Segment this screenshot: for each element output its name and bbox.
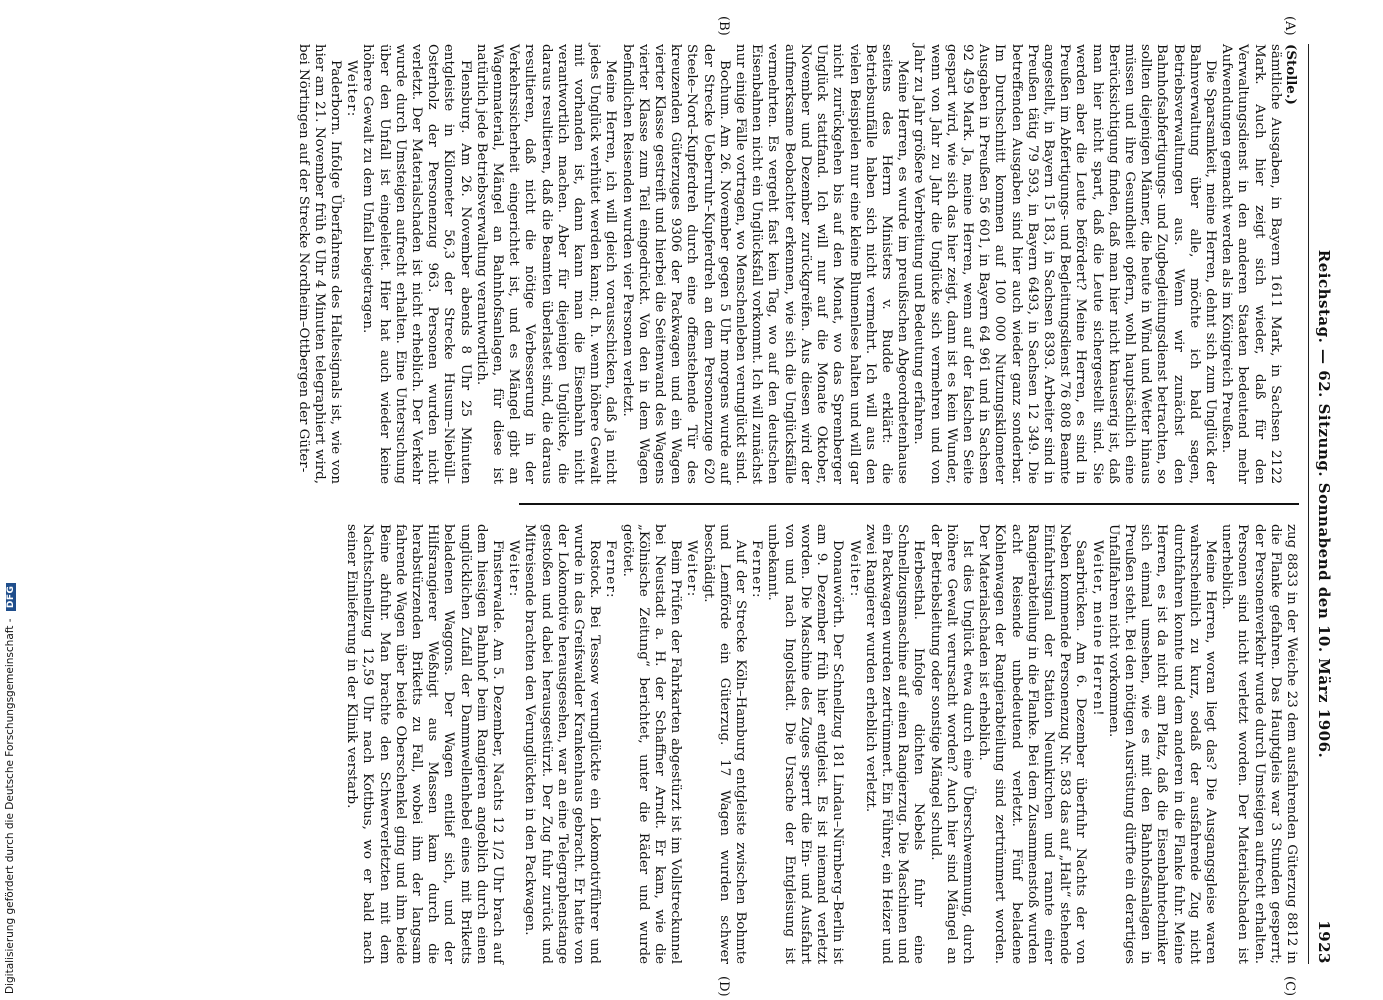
paragraph: Meine Herren, ich will gleich vorausschicken, daß ja nicht jedes Unglück verhütet werden kann; d. h. wenn höhere Gewalt mit vorhanden ist, dann kann man die Eisenbahn nicht verantwortlich machen. Aber für diejenigen Unglücke, die daraus resultieren, daß die Beamten überlastet sind, die daraus resultieren, daß nicht die nötige Verbesserung in der Verkehrssicherheit eingerichtet ist, und es Mängel gibt an Wagenmaterial, Mängel an Bahnhofsanlagen, für diese ist natürlich jede Betriebsverwaltung verantwortlich. (473, 44, 619, 484)
paragraph: Weiter: (506, 540, 522, 598)
paragraph: Weiter: (344, 60, 360, 118)
paragraph: Meine Herren, woran liegt das? Die Ausgangsgleise waren wahrscheinlich zu kurz, sodaß der ausfahrende Zug nicht durchfahren konnte und dem anderen in die Flanke fuhr. Meine Herren, es ist da nicht am Platz, daß die Eisenbahntechniker sich einmal umsehen, wie es mit den Bahnhofsanlagen in Preußen steht. Bei den nötigen Ausrüstung dürfte ein derartiges Unfallfahren nicht vorkommen. (1105, 524, 1218, 964)
paragraph: Ist dies Unglück etwa durch eine Überschwemmung, durch höhere Gewalt verursacht worden? Auch hier sind Mängel an der Betriebsleitung oder sonstige Mängel schuld. (927, 524, 975, 964)
column-divider (519, 503, 1299, 505)
paragraph: Bochum. Am 26. November gegen 5 Uhr morgens wurde auf der Strecke Ueberruhr–Kupferdreh an dem Personenzuge 620 Steele–Nord–Kupferdreh durch eine offenstehende Tür des kreuzenden Güterzuges 9306 der Packwagen und ein Wagen vierter Klasse gestreift und hierbei die Seitenwand des Wagens vierter Klasse zum Teil eingedrückt. Von den in dem Wagen befindlichen Reisenden wurden vier Personen verletzt. (619, 44, 732, 484)
paragraph: Finsterwalde. Am 5. Dezember, Nachts 12 1/2 Uhr brach auf dem hiesigen Bahnhof beim Rangieren angeblich durch einen unglücklichen Zufall der Dammwellenhebel eines mit Briketts beladenen Waggons. Der Wagen entlief sich, und der Hilfsrangierer Weßnigt aus Massen kam durch die herabstürzenden Briketts zu Fall, wobei ihm der langsam fahrende Wagen über beide Oberschenkel ging und ihm beide Beine abfuhr. Man brachte den Schwerverletzten mit dem Nachtschnellzug 12,59 Uhr nach Kottbus, wo er bald nach seiner Einlieferung in der Klinik verstarb. (344, 524, 506, 964)
paragraph: Beim Prüfen der Fahrkarten abgestürzt ist im Vollstreckunnel bei Neustadt a. H. der Schaffner Arndt. Er kam, wie die „Kölnische Zeitung“ berichtet, unter die Räder und wurde getötet. (619, 524, 684, 964)
paragraph: Flensburg. Am 26. November abends 8 Uhr 25 Minuten entgleiste in Kilometer 56,3 der Strecke Husum–Niebüll–Osterholz der Personenzug 963. Personen wurden nicht verletzt. Der Materialschaden ist nicht erheblich. Der Verkehr wurde durch Umsteigen aufrecht erhalten. Eine Untersuchung über den Unfall ist eingeleitet. Hier hat auch wieder keine höhere Gewalt zu dem Unfall beigetragen. (360, 44, 473, 484)
margin-mark-d: (D) (716, 976, 731, 997)
credit-text: Digitalisierung gefördert durch die Deutsche Forschungsgemeinschaft - (4, 618, 16, 994)
paragraph: Weiter: (684, 540, 700, 598)
paragraph: Weiter: (846, 540, 862, 598)
paragraph: Herbesthal. Infolge dichten Nebels fuhr eine Schnellzugsmaschine auf einen Rangierzug. Die Maschinen und ein Packwagen wurden zertrümmert. Ein Führer, ein Heizer und zwei Rangierer wurden erheblich verletzt. (862, 524, 927, 964)
digitization-credit (4, 4, 16, 994)
right-column (309, 524, 1299, 964)
scanned-page (295, 16, 1333, 997)
page-number: 1923 (1315, 920, 1333, 964)
dfg-logo: DFG (6, 583, 16, 612)
paragraph: Rostock. Bei Tessow verunglückte ein Lokomotivführer und wurde in das Greifswalder Krankenhaus gebracht. Er hatte von der Lokomotive herausgesehen, war an eine Telegraphenstange gestoßen und dabei herausgestürzt. Der Zug fuhr zurück und Mitreisende brachten den Verunglückten in den Packwagen. (522, 524, 603, 964)
page-header (1308, 44, 1333, 964)
paragraph: Die Sparsamkeit, meine Herren, dehnt sich zum Unglück der Bahnverwaltung über alle, möchte ich bald sagen, Betriebsverwaltungen aus. Wenn wir zunächst den Bahnhofsabfertigungs- und Zugbegleitungsdienst betrachten, so sollten diejenigen Männer, die heute in Wind und Wetter hinaus müssen und ihre Gesundheit opfern, wohl hauptsächlich eine Berücksichtigung finden, daß man hier nicht knauserig ist, daß man hier nicht spart, daß die Leute sichergestellt sind. Sie werden aber die Leute befördert? Meine Herren, es sind in Preußen im Abfertigungs- und Begleitungsdienst 76 808 Beamte angestellt, in Bayern 15 183, in Sachsen 8393. Arbeiter sind in Preußen tätig 79 593, in Bayern 6493, in Sachsen 12 349. Die betreffenden Ausgaben sind hier auch wieder ganz sonderbar. Im Durchschnitt kommen auf 100 000 Nutzungskilometer Ausgaben in Preußen 56 601, in Bayern 64 961 und in Sachsen 92 459 Mark. Ja, meine Herren, wenn auf der falschen Seite gespart wird, wie sich das hier zeigt, dann ist es kein Wunder, wenn von Jahr zu Jahr die Unglücke sich vermehren und von Jahr zu Jahr größere Verbreitung und Bedeutung erfahren. (911, 44, 1218, 484)
paragraph: Donauwörth. Der Schnellzug 181 Lindau–Nürnberg–Berlin ist am 9. Dezember früh hier entgleist. Es ist niemand verletzt worden. Die Maschine des Zuges sperrt die Ein- und Ausfahrt von und nach Ingolstadt. Die Ursache der Entgleisung ist unbekannt. (765, 524, 846, 964)
margin-mark-b: (B) (716, 16, 731, 36)
paragraph: sämtliche Ausgaben, in Bayern 1611 Mark, in Sachsen 2122 Mark. Auch hier zeigt sich wieder, daß für den Verwaltungsdienst in den anderen Staaten bedeutend mehr Aufwendungen gemacht werden als im Königreich Preußen. (1219, 44, 1283, 484)
page-title: Reichstag. — 62. Sitzung. Sonnabend den 10. März 1906. (1315, 249, 1333, 759)
paragraph: Ferner: (749, 540, 765, 599)
paragraph: Weiter, meine Herren! (1089, 540, 1105, 717)
paragraph: Ferner: (603, 540, 619, 599)
left-column (295, 44, 1299, 484)
paragraph: Meine Herren, es wurde im preußischen Abgeordnetenhause seitens des Herrn Ministers v. Budde erklärt: die Betriebsunfälle haben sich nicht vermehrt. Ich will aus den vielen Beispielen nur eine kleine Blumenlese halten und will gar nicht zurückgehen bis auf den Monat, wo das Spremberger Unglück stattfand. Ich will nur auf die Monate Oktober, November und Dezember zurückgreifen. Aus diesen wird der aufmerksame Beobachter erkennen, wie sich die Unglücksfälle vermehrten. Es vergeht fast kein Tag, wo auf den deutschen Eisenbahnen nicht ein Unglücksfall vorkommt. Ich will zunächst nur einige Fälle vortragen, wo Menschenleben verunglückt sind. (733, 44, 911, 484)
paragraph: Auf der Strecke Köln–Hamburg entgleiste zwischen Bohmte und Lemförde ein Güterzug. 17 Wagen wurden schwer beschädigt. (700, 524, 749, 964)
margin-mark-a: (A) (1282, 16, 1297, 36)
paragraph: Saarbrücken. Am 6. Dezember überfuhr Nachts der von Neben kommende Personenzug Nr. 583 das auf „Halt“ stehende Einfahrtsignal der Station Neunkirchen und rannte einer Rangierabteilung in die Flanke. Bei dem Zusammenstoß wurden acht Reisende unbedeutend verletzt. Fünf beladene Kohlenwagen der Rangierabteilung sind zertrümmert worden. Der Materialschaden ist erheblich. (976, 524, 1089, 964)
margin-mark-c: (C) (1282, 976, 1297, 997)
paragraph: zug 8833 in der Weiche 23 dem ausfahrenden Güterzug 8812 in die Flanke gefahren. Das Hauptgleis war 3 Stunden gesperrt; der Personenverkehr wurde durch Umsteigen aufrecht erhalten. Personen sind nicht verletzt worden. Der Materialschaden ist unerheblich. (1219, 524, 1299, 964)
paragraph: Paderborn. Infolge Überfahrens des Haltesignals ist, wie von hier am 21. November früh 6 Uhr 4 Minuten telegraphiert wird, bei Nörtingen auf der Strecke Nordheim–Ottbergen der Güter- (295, 44, 344, 484)
speaker-name: (Stolle.) (1283, 44, 1299, 105)
